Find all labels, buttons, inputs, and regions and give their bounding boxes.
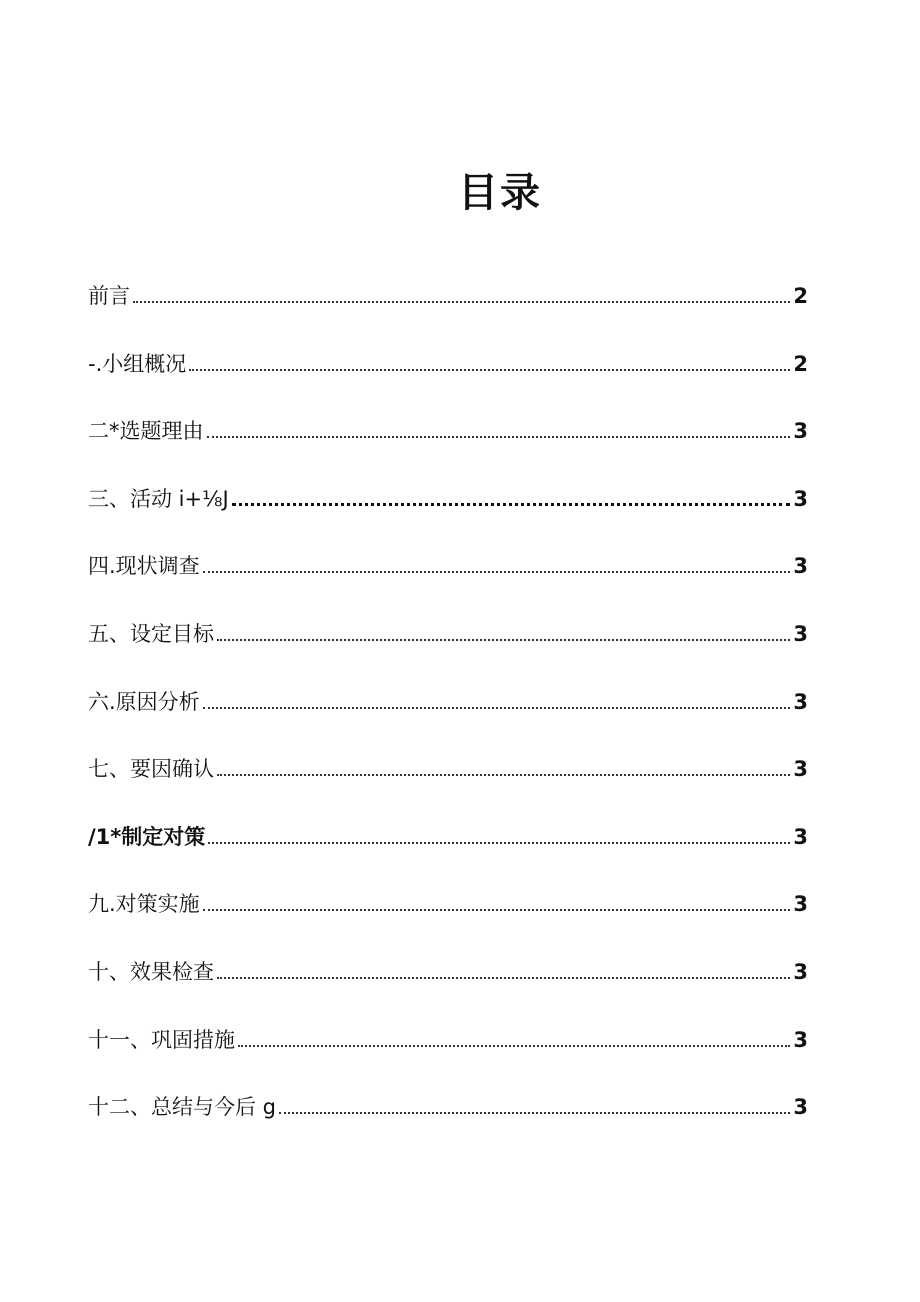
toc-entry-title: -.小组概况 (88, 351, 187, 376)
toc-entry-title: 六.原因分析 (88, 689, 200, 714)
dot-leader (203, 571, 791, 573)
dot-leader (208, 842, 790, 844)
toc-page-number: 2 (793, 284, 808, 308)
toc-page-number: 3 (793, 892, 808, 917)
dot-leader (217, 639, 790, 641)
toc-entry-status-survey[interactable] (88, 513, 808, 581)
dot-leader (238, 1045, 790, 1047)
toc-entry-topic-reason[interactable] (88, 378, 808, 446)
toc-entry-title: 前言 (88, 284, 130, 308)
toc-entry-title: 十一、巩固措施 (88, 1027, 235, 1052)
toc-entry-title: 二*选题理由 (88, 419, 204, 444)
toc-title: 目录 (458, 169, 542, 216)
toc-entry-set-goal[interactable] (88, 580, 808, 648)
dot-leader (279, 1112, 790, 1114)
toc-page-number: 3 (793, 419, 808, 444)
dot-leader (207, 436, 791, 438)
toc-page-number: 3 (793, 621, 808, 646)
toc-entry-countermeasures[interactable] (88, 783, 808, 851)
toc-page-number: 3 (793, 824, 808, 849)
toc-entry-group-overview[interactable] (88, 310, 808, 378)
table-of-contents (88, 270, 808, 1121)
toc-page-number: 3 (793, 1027, 808, 1052)
toc-entry-summary-and-plan[interactable] (88, 1054, 808, 1122)
dot-leader (133, 301, 790, 303)
toc-page-number: 3 (793, 689, 808, 714)
toc-page-number: 2 (793, 351, 808, 376)
toc-entry-title: 十、效果检查 (88, 959, 214, 984)
toc-entry-consolidation[interactable] (88, 986, 808, 1054)
dot-leader (189, 369, 790, 371)
dot-leader (232, 503, 791, 506)
toc-entry-implementation[interactable] (88, 851, 808, 919)
toc-entry-preface[interactable] (88, 270, 808, 310)
toc-page-number: 3 (793, 757, 808, 782)
dot-leader (217, 774, 790, 776)
toc-entry-title: 四.现状调查 (88, 554, 200, 579)
dot-leader (203, 707, 791, 709)
toc-entry-title: 七、要因确认 (88, 757, 214, 782)
toc-entry-title: 三、活动 i+⅛J (88, 486, 229, 511)
toc-page-number: 3 (793, 554, 808, 579)
toc-page-number: 3 (793, 486, 808, 511)
toc-entry-effect-check[interactable] (88, 918, 808, 986)
dot-leader (217, 977, 790, 979)
toc-entry-cause-analysis[interactable] (88, 648, 808, 716)
toc-entry-title: /1*制定对策 (88, 824, 206, 849)
toc-entry-title: 十二、总结与今后 g (88, 1095, 277, 1120)
toc-page-number: 3 (793, 959, 808, 984)
toc-entry-title: 九.对策实施 (88, 892, 200, 917)
toc-entry-key-cause-confirmation[interactable] (88, 716, 808, 784)
toc-entry-title: 五、设定目标 (88, 621, 214, 646)
toc-entry-activity-plan[interactable] (88, 445, 808, 513)
dot-leader (203, 909, 791, 911)
toc-page-number: 3 (793, 1095, 808, 1120)
